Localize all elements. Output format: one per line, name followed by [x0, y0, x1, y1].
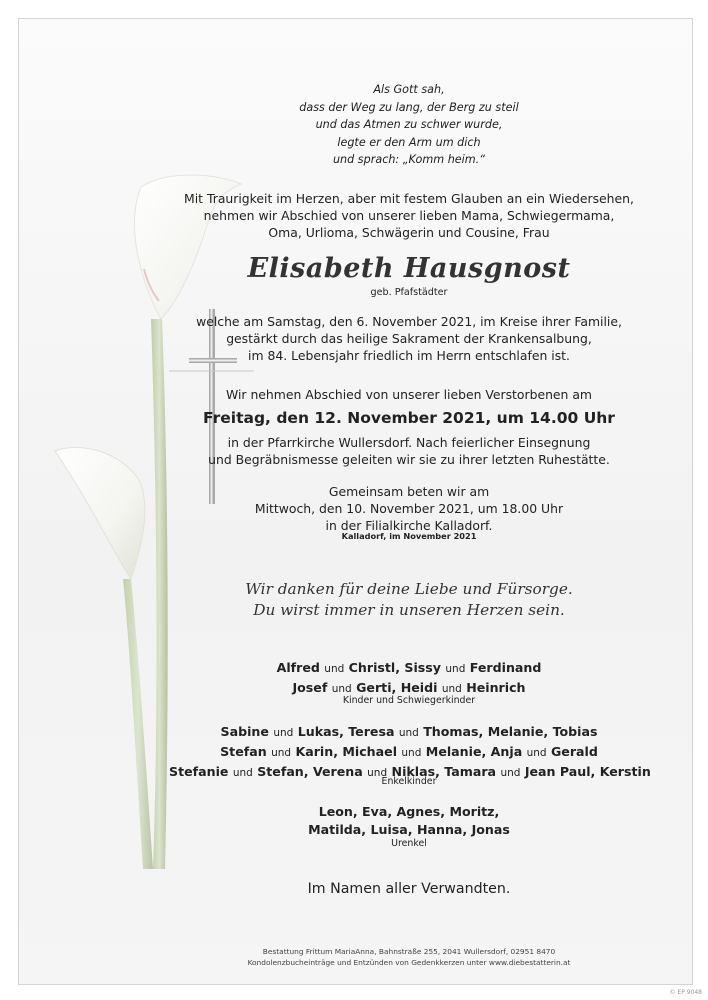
connector: und [367, 766, 388, 779]
person-name: Sabine [220, 724, 269, 739]
prayer-line: in der Filialkirche Kalladorf. [325, 517, 493, 533]
person-name: Melanie, Anja [425, 743, 523, 759]
person-name: Stefanie [169, 763, 229, 779]
closing-text: Im Namen aller Verwandten. [307, 881, 511, 897]
poem-line: dass der Weg zu lang, der Berg zu steil [299, 100, 519, 114]
print-code: © EP 9048 [669, 989, 702, 996]
person-name: Gerti, Heidi [356, 679, 438, 695]
person-name: Gerald [550, 743, 598, 759]
parte-card [18, 18, 693, 985]
church-line: und Begräbnismesse geleiten wir sie zu ihrer letzten Ruhestätte. [208, 451, 610, 467]
connector: und [401, 746, 422, 759]
funeral-date: Freitag, den 12. November 2021, um 14.00 Uhr [203, 409, 615, 427]
footer-line: Bestattung Frittum MariaAnna, Bahnstraße 255, 2041 Wullersdorf, 02951 8470 [262, 947, 556, 956]
children-label: Kinder und Schwiegerkinder [342, 695, 476, 706]
death-notice-line: welche am Samstag, den 6. November 2021, im Kreise ihrer Familie, [196, 314, 622, 329]
person-name: Josef [292, 679, 328, 695]
person-name: Stefan, Verena [257, 763, 363, 779]
person-name: Karin, Michael [295, 743, 398, 759]
death-notice-line: gestärkt durch das heilige Sakrament der Krankensalbung, [226, 330, 592, 346]
connector: und [273, 727, 294, 739]
place-date: Kalladorf, im November 2021 [341, 531, 477, 541]
grandchildren-row [169, 723, 649, 743]
person-name: Stefan [220, 743, 267, 759]
grandchildren-label: Enkelkinder [381, 776, 437, 787]
connector: und [398, 727, 419, 739]
connector: und [441, 682, 462, 695]
children-list [169, 659, 649, 699]
intro-line: nehmen wir Abschied von unserer lieben Mama, Schwiegermama, [203, 207, 615, 223]
church-line: in der Pfarrkirche Wullersdorf. Nach feierlicher Einsegnung [227, 435, 591, 450]
birth-name: geb. Pfafstädter [370, 287, 448, 298]
connector: und [500, 766, 521, 779]
children-row [169, 659, 649, 679]
connector: und [526, 746, 547, 759]
connector: und [324, 663, 345, 675]
person-name: Thomas, Melanie, Tobias [423, 724, 598, 739]
person-name: Niklas, Tamara [391, 763, 497, 779]
thanks-line: Wir danken für deine Liebe und Fürsorge. [245, 580, 573, 598]
connector: und [445, 663, 466, 675]
intro-text [169, 191, 649, 241]
great-grandchildren-row: Leon, Eva, Agnes, Moritz, [318, 804, 500, 819]
great-grandchildren-row: Matilda, Luisa, Hanna, Jonas [308, 821, 510, 837]
connector: und [331, 682, 352, 695]
thanks-text [169, 579, 649, 621]
poem-line: und sprach: „Komm heim.“ [332, 153, 486, 167]
person-name: Jean Paul, Kerstin [524, 763, 651, 779]
footer-line: Kondolenzbucheinträge und Entzünden von Gedenkkerzen unter www.diebestatterin.at [247, 957, 571, 967]
intro-line: Mit Traurigkeit im Herzen, aber mit festem Glauben an ein Wiedersehen, [184, 191, 634, 206]
death-notice-line: im 84. Lebensjahr friedlich im Herrn entschlafen ist. [248, 347, 570, 363]
person-name: Lukas, Teresa [297, 724, 395, 739]
poem-line: legte er den Arm um dich [337, 135, 481, 149]
grandchildren-list [169, 723, 649, 782]
farewell-text: Wir nehmen Abschied von unserer lieben Verstorbenen am [226, 387, 592, 402]
connector: und [271, 746, 292, 759]
great-grandchildren-label: Urenkel [391, 838, 427, 849]
prayer-line: Gemeinsam beten wir am [328, 484, 490, 499]
great-grandchildren-list [169, 803, 649, 839]
church-text [169, 435, 649, 469]
intro-line: Oma, Urlioma, Schwägerin und Cousine, Frau [268, 224, 550, 240]
poem-line: und das Atmen zu schwer wurde, [315, 118, 503, 132]
person-name: Christl, Sissy [348, 660, 441, 675]
deceased-name: Elisabeth Hausgnost [247, 253, 571, 284]
grandchildren-row [169, 743, 649, 763]
poem-line: Als Gott sah, [373, 83, 445, 96]
connector: und [232, 766, 253, 779]
footer [169, 947, 649, 968]
person-name: Ferdinand [469, 660, 542, 675]
death-notice [169, 314, 649, 364]
person-name: Alfred [276, 660, 320, 675]
thanks-line: Du wirst immer in unseren Herzen sein. [253, 601, 565, 619]
poem [189, 81, 629, 169]
person-name: Heinrich [466, 679, 526, 695]
prayer-text [169, 484, 649, 534]
prayer-line: Mittwoch, den 10. November 2021, um 18.00 Uhr [254, 500, 564, 516]
